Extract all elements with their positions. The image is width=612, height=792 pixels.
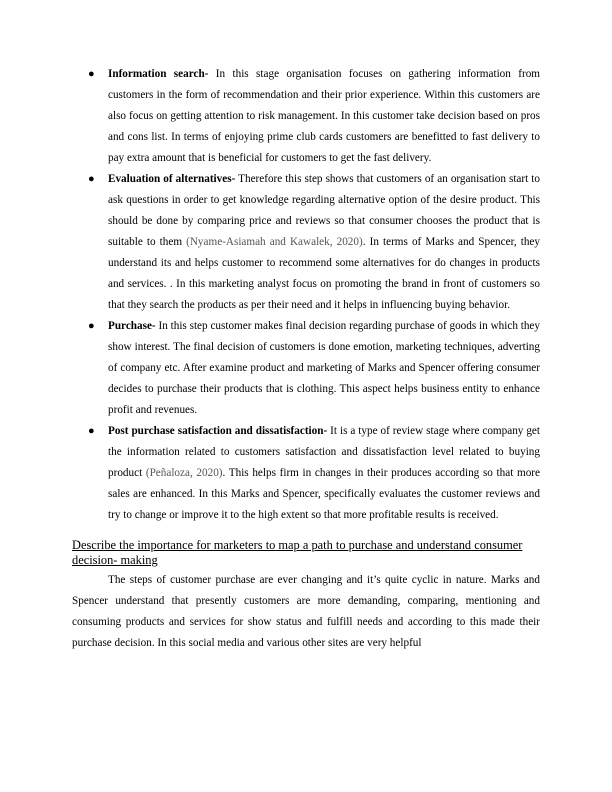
list-item xyxy=(72,421,540,526)
list-item-term: Purchase- xyxy=(108,320,156,332)
bullet-dot-icon: ● xyxy=(88,68,95,80)
list-item-text: . In terms of Marks and Spencer, they understand its and helps customer to recommend some alternatives for do changes in products and services. . In this marketing analyst focus on promoting the brand in front of customers so that they search the products as per their need and it helps in influencing buying behavior. xyxy=(108,236,540,311)
bullet-dot-icon: ● xyxy=(88,425,95,437)
citation: (Peñaloza, 2020) xyxy=(145,467,223,479)
list-item-term: Post purchase satisfaction and dissatisfaction- xyxy=(108,425,328,437)
section-heading: Describe the importance for marketers to map a path to purchase and understand consumer decision- making xyxy=(72,538,523,567)
citation: (Nyame-Asiamah and Kawalek, 2020) xyxy=(186,236,363,248)
bullet-dot-icon: ● xyxy=(88,173,95,185)
list-item xyxy=(72,64,540,169)
bullet-dot-icon: ● xyxy=(88,320,95,332)
document-page xyxy=(72,64,540,654)
list-item xyxy=(72,316,540,421)
list-item-text: It is a type of review stage where company get the information related to customers satisfaction and dissatisfaction level related to buying product xyxy=(108,425,540,479)
list-item-term: Evaluation of alternatives- xyxy=(108,173,236,185)
list-item-text: Therefore this step shows that customers of an organisation start to ask questions in order to get knowledge regarding alternative option of the desire product. This should be done by comparing price and reviews so that consumer chooses the product that is suitable to them xyxy=(108,173,540,248)
list-item-term: Information search- xyxy=(108,68,209,80)
list-item-text: . This helps firm in changes in their produces according so that more sales are enhanced. In this Marks and Spencer, specifically evaluates the customer reviews and try to change or improve it to the high extent so that more profitable results is received. xyxy=(108,467,540,521)
list-item-text: In this stage organisation focuses on gathering information from customers in the form of recommendation and their prior experience. Within this customers are also focus on getting attention to risk management. In this customer take decision based on pros and cons list. In terms of enjoying prime club cards customers are benefitted to fast delivery to pay extra amount that is beneficial for customers to get the fast delivery. xyxy=(108,68,541,164)
decision-stage-list xyxy=(72,64,540,526)
body-paragraph: The steps of customer purchase are ever changing and it’s quite cyclic in nature. Marks and Spencer understand that presently customers are more demanding, comparing, mentioning and consuming products and services for show status and fulfill needs and according to this made their purchase decision. In this social media and various other sites are very helpful xyxy=(72,574,540,649)
list-item xyxy=(72,169,540,316)
list-item-text: In this step customer makes final decision regarding purchase of goods in which they show interest. The final decision of customers is done emotion, marketing techniques, adverting of company etc. After examine product and marketing of Marks and Spencer offering consumer decides to purchase their products that is clothing. This aspect helps business entity to enhance profit and revenues. xyxy=(108,320,540,416)
